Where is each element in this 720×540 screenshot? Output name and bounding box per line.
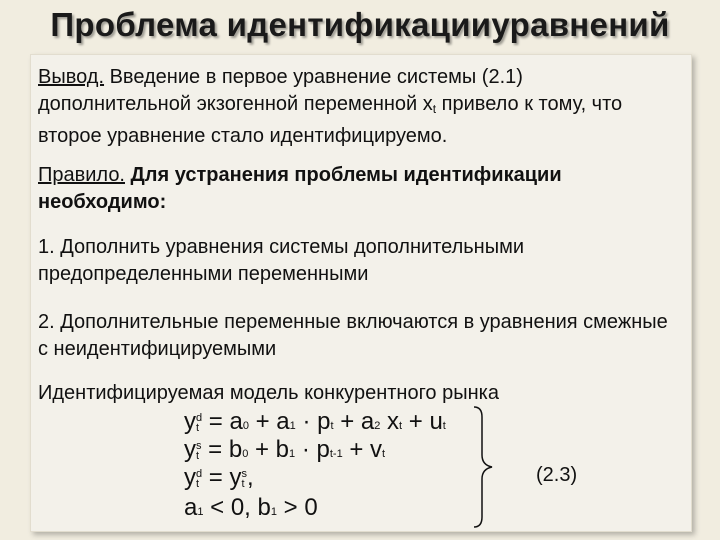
rule-text: Для устранения проблемы идентификации необходимо: [38, 164, 562, 213]
conclusion-subscript: t [432, 102, 437, 116]
equation-equilibrium: y d t = y s t , [184, 464, 254, 491]
equation-demand: y d t = a0 + a1 · pt + a2 xt + ut [184, 408, 446, 435]
conclusion-text-1: Введение в первое уравнение системы (2.1) дополнительной экзогенной переменной x [38, 66, 523, 115]
list-item-1: 1. Дополнить уравнения системы дополнительными предопределенными переменными [38, 236, 525, 285]
equation-constraints: a1 < 0, b1 > 0 [184, 494, 318, 521]
rule-paragraph [38, 162, 678, 216]
right-brace-icon [470, 405, 500, 530]
equation-number: (2.3) [536, 464, 578, 486]
equation-supply: y s t = b0 + b1 · pt-1 + vt [184, 436, 386, 463]
conclusion-paragraph [38, 64, 678, 150]
list-item-2: 2. Дополнительные переменные включаются в уравнения смежные с неидентифицируемыми [38, 311, 668, 360]
conclusion-text-2: привело к тому, что второе уравнение стало идентифицируемо. [38, 93, 623, 147]
model-title: Идентифицируемая модель конкурентного рынка [38, 382, 499, 404]
conclusion-label: Вывод. [38, 66, 105, 88]
slide-title: Проблема идентификацииуравнений [50, 6, 670, 43]
rule-label: Правило. [38, 164, 125, 186]
